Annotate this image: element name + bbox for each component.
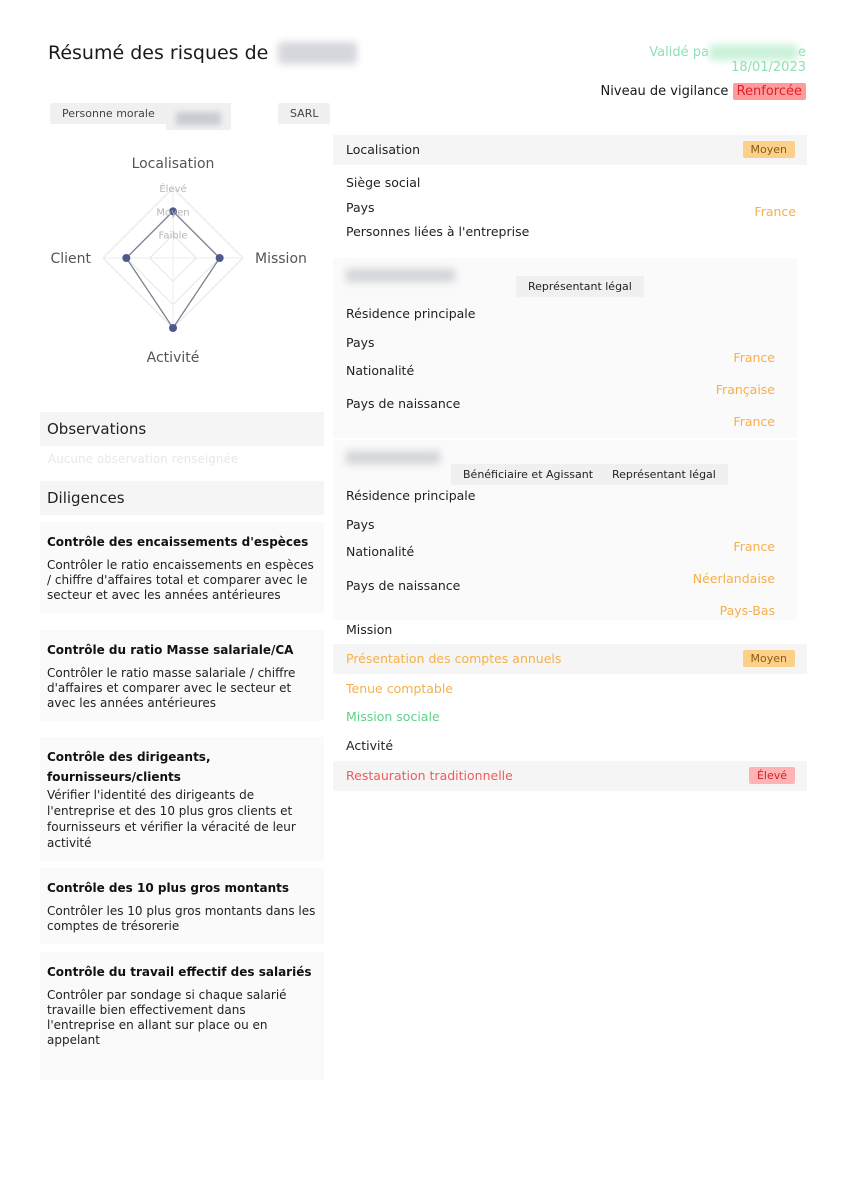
- person-name-redacted: [346, 446, 440, 465]
- risk-radar-chart: [40, 150, 320, 380]
- radar-level-label: Faible: [158, 230, 188, 242]
- diligence-title: Contrôle du travail effectif des salariés: [47, 965, 312, 979]
- diligences-header: Diligences: [40, 481, 324, 515]
- diligence-desc: Contrôler par sondage si chaque salarié travaille bien effectivement dans l'entreprise en allant sur place ou en appelant: [47, 988, 287, 1047]
- radar-level-label: Moyen: [156, 207, 190, 219]
- chip-entity-type: Personne morale: [50, 103, 167, 124]
- radar-point-mission: [216, 254, 224, 262]
- naissance-value: France: [733, 414, 775, 429]
- siege-pays-label: Pays: [346, 200, 375, 215]
- person-role-chip: Représentant légal: [600, 464, 728, 485]
- nationalite-label: Nationalité: [346, 544, 415, 559]
- residence-pays-label: Pays: [346, 517, 375, 532]
- radar-axis-label: Client: [50, 251, 91, 267]
- radar-axis-label: Mission: [255, 251, 307, 267]
- personnes-label: Personnes liées à l'entreprise: [346, 224, 530, 239]
- nationalite-value: Néerlandaise: [692, 571, 775, 586]
- person-role-chip: Bénéficiaire et Agissant: [451, 464, 605, 485]
- diligence-desc: Contrôler le ratio masse salariale / chiffre d'affaires et comparer avec le secteur et avec les années antérieures: [47, 666, 296, 710]
- company-name-redacted: [278, 42, 356, 64]
- diligence-card: [40, 952, 324, 1080]
- residence-label: Résidence principale: [346, 488, 476, 503]
- vigilance-badge: Renforcée: [733, 83, 806, 100]
- mission-label: Mission: [346, 622, 393, 637]
- siege-label: Siège social: [346, 175, 421, 190]
- diligence-title: Contrôle des 10 plus gros montants: [47, 881, 290, 895]
- validated-date: 18/01/2023: [731, 60, 806, 75]
- observations-header: Observations: [40, 412, 324, 446]
- siege-pays-value: France: [754, 204, 796, 219]
- residence-pays-label: Pays: [346, 335, 375, 350]
- validated-by: Validé pa e: [649, 45, 806, 60]
- diligence-desc: Contrôler le ratio encaissements en espèces / chiffre d'affaires total et comparer avec le secteur et avec les années antérieures: [47, 558, 314, 602]
- radar-axis-label: Localisation: [131, 156, 215, 172]
- radar-level-label: Élevé: [159, 184, 187, 195]
- residence-pays-value: France: [733, 350, 775, 365]
- diligence-desc: Contrôler les 10 plus gros montants dans les comptes de trésorerie: [47, 904, 316, 933]
- activite-row: Restauration traditionnelle Élevé: [333, 761, 807, 791]
- naissance-label: Pays de naissance: [346, 396, 461, 411]
- diligence-title: Contrôle des encaissements d'espèces: [47, 535, 309, 549]
- diligence-title: Contrôle du ratio Masse salariale/CA: [47, 643, 294, 657]
- radar-point-activité: [169, 324, 177, 332]
- localisation-row: Localisation Moyen: [333, 135, 807, 165]
- person-role-chip: Représentant légal: [516, 276, 644, 297]
- page-title: Résumé des risques de: [48, 42, 357, 64]
- radar-axis-label: Activité: [146, 350, 200, 366]
- mission-level-badge: Moyen: [743, 650, 795, 667]
- mission-row: Présentation des comptes annuels Moyen: [333, 644, 807, 674]
- diligence-desc: Vérifier l'identité des dirigeants de l'entreprise et des 10 plus gros clients et fournisseurs et vérifier la véracité de leur activité: [47, 788, 296, 850]
- diligence-card: [40, 522, 324, 613]
- nationalite-label: Nationalité: [346, 363, 415, 378]
- naissance-label: Pays de naissance: [346, 578, 461, 593]
- activite-level-badge: Élevé: [749, 767, 795, 784]
- diligence-card: [40, 630, 324, 721]
- diligence-card: [40, 868, 324, 944]
- chip-legal-form: SARL: [278, 103, 330, 124]
- activite-label: Activité: [346, 738, 394, 753]
- localisation-level-badge: Moyen: [743, 141, 795, 158]
- naissance-value: Pays-Bas: [719, 603, 775, 618]
- validator-redacted: [709, 45, 798, 60]
- chip-company-redacted: [166, 103, 231, 130]
- diligence-card: [40, 737, 324, 861]
- mission-item: Mission sociale: [346, 709, 440, 724]
- mission-item: Tenue comptable: [346, 681, 454, 696]
- vigilance-level: Niveau de vigilance Renforcée: [601, 84, 806, 99]
- person-name-redacted: [346, 264, 455, 283]
- nationalite-value: Française: [715, 382, 775, 397]
- residence-pays-value: France: [733, 539, 775, 554]
- radar-point-client: [122, 254, 130, 262]
- diligence-title: Contrôle des dirigeants, fournisseurs/clients: [47, 750, 211, 784]
- residence-label: Résidence principale: [346, 306, 476, 321]
- observations-empty: Aucune observation renseignée: [48, 452, 239, 466]
